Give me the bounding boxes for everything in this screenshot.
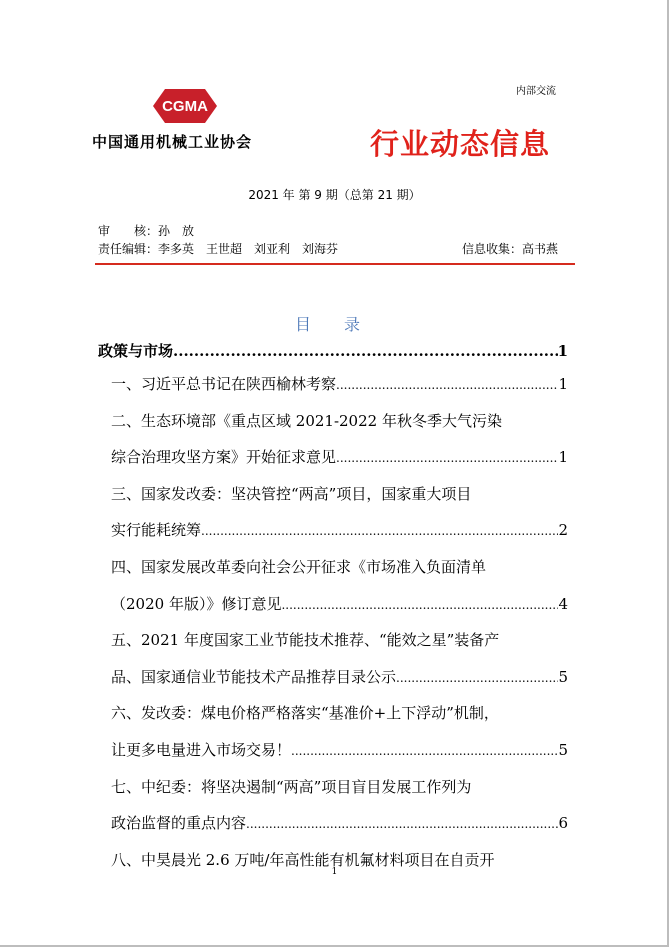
toc-section-label: 政策与市场: [98, 342, 174, 360]
header-divider: [95, 263, 575, 265]
dot-leader: [336, 367, 558, 404]
table-of-contents: [98, 340, 568, 878]
toc-entry[interactable]: [98, 366, 568, 403]
dot-leader: [201, 513, 558, 550]
toc-entries: [98, 366, 568, 878]
toc-entry-line: 八、中昊晨光 2.6 万吨/年高性能有机氟材料项目在自贡开: [111, 850, 495, 869]
toc-entry-page: 4: [558, 594, 568, 613]
toc-entry[interactable]: [98, 549, 568, 622]
dot-leader: [336, 440, 558, 477]
dot-leader: [281, 587, 558, 624]
toc-entry-line: 五、2021 年度国家工业节能技术推荐、“能效之星”装备产: [111, 631, 500, 650]
toc-entry-page: 5: [558, 740, 568, 759]
toc-entry-line: [111, 512, 568, 549]
toc-entry-line: [111, 586, 568, 623]
toc-entry-text: 综合治理攻坚方案》开始征求意见: [111, 448, 337, 467]
internal-label: 内部交流: [516, 86, 556, 97]
toc-entry-line: [111, 805, 568, 842]
toc-entry[interactable]: [98, 622, 568, 695]
toc-entry-line: 二、生态环境部《重点区域 2021-2022 年秋冬季大气污染: [111, 411, 502, 430]
toc-entry-line: [111, 439, 568, 476]
toc-entry-line: 四、国家发展改革委向社会公开征求《市场准入负面清单: [111, 557, 487, 576]
dot-leader: [396, 660, 558, 697]
toc-entry-text: 品、国家通信业节能技术产品推荐目录公示: [111, 667, 397, 686]
dot-leader: [173, 342, 558, 360]
toc-entry-page: 2: [558, 521, 568, 540]
editors: 责任编辑：李多英 王世超 刘亚利 刘海芬: [98, 242, 339, 256]
toc-entry-text: 政治监督的重点内容: [111, 814, 247, 833]
toc-entry-text: 一、习近平总书记在陕西榆林考察: [111, 375, 337, 393]
logo-text: CGMA: [162, 98, 208, 115]
toc-entry[interactable]: [98, 403, 568, 476]
toc-section[interactable]: [98, 340, 568, 366]
toc-entry[interactable]: [98, 769, 568, 842]
toc-title: 目 录: [294, 315, 375, 334]
cgma-logo: [151, 87, 219, 125]
toc-entry-page: 1: [558, 375, 568, 393]
dot-leader: [291, 733, 558, 770]
dot-leader: [246, 806, 558, 843]
toc-entry-text: （2020 年版）》修订意见: [111, 594, 282, 613]
toc-entry[interactable]: [98, 476, 568, 549]
toc-entry-page: 6: [558, 814, 568, 833]
toc-entry-page: 5: [558, 667, 568, 686]
org-name: 中国通用机械工业协会: [92, 133, 253, 151]
issue-number: 2021 年 第 9 期（总第 21 期）: [248, 188, 421, 202]
toc-entry-line: [111, 732, 568, 769]
toc-entry-line: [111, 366, 568, 403]
toc-entry[interactable]: [98, 695, 568, 768]
toc-entry-text: 让更多电量进入市场交易！: [111, 740, 292, 759]
toc-entry-line: 七、中纪委：将坚决遏制“两高”项目盲目发展工作列为: [111, 777, 472, 796]
info-collector: 信息收集：高书燕: [462, 242, 559, 256]
page-number: 1: [331, 867, 338, 877]
toc-entry-page: 1: [558, 448, 568, 467]
publication-title: 行业动态信息: [370, 127, 551, 161]
reviewer: 审 核：孙 放: [98, 224, 195, 238]
toc-section-page: 1: [557, 342, 568, 360]
toc-entry-line: 六、发改委：煤电价格严格落实“基准价+上下浮动”机制，: [111, 704, 499, 723]
toc-entry-line: [111, 659, 568, 696]
toc-entry-text: 实行能耗统筹: [111, 521, 202, 540]
toc-entry-line: 三、国家发改委：坚决管控“两高”项目，国家重大项目: [111, 484, 472, 503]
